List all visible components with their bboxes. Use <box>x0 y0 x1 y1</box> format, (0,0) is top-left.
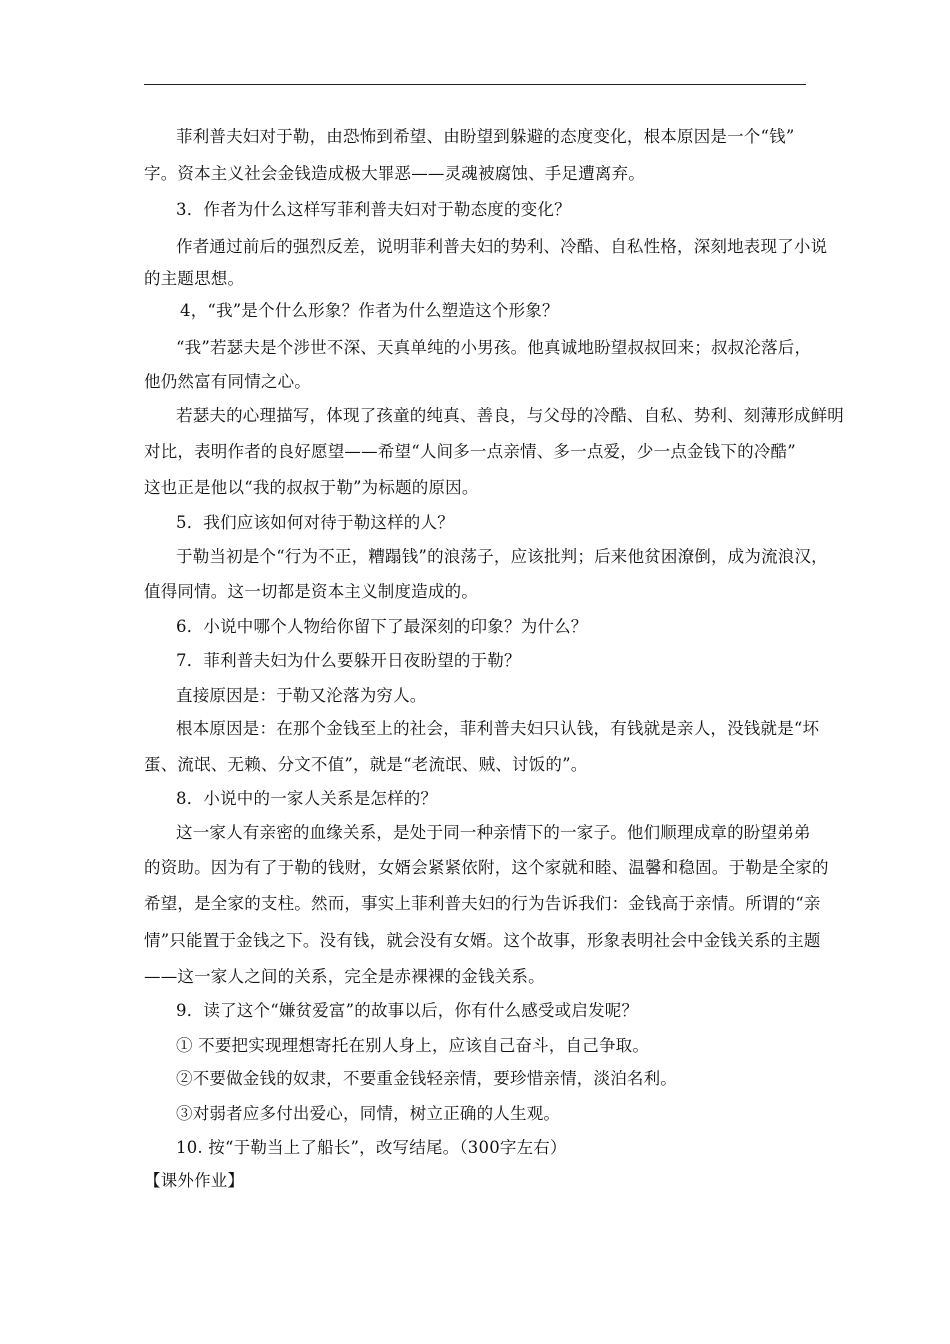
text-line: 情”只能置于金钱之下。没有钱，就会没有女婿。这个故事，形象表明社会中金钱关系的主题 <box>144 931 821 950</box>
question-line: 5．我们应该如何对待于勒这样的人？ <box>176 513 454 532</box>
question-line: 9．读了这个“嫌贫爱富”的故事以后，你有什么感受或启发呢？ <box>176 1001 639 1020</box>
text-line: 蛋、流氓、无赖、分文不值”，就是“老流氓、贼、讨饭的”。 <box>144 755 588 774</box>
text-line: 这也正是他以“我的叔叔于勒”为标题的原因。 <box>144 478 479 497</box>
list-item: ① 不要把实现理想寄托在别人身上，应该自己奋斗，自己争取。 <box>176 1036 650 1055</box>
header-rule <box>144 84 806 85</box>
text-line: 于勒当初是个“行为不正，糟蹋钱”的浪荡子，应该批判；后来他贫困潦倒，成为流浪汉， <box>176 547 828 566</box>
text-line: 的主题思想。 <box>144 269 245 288</box>
list-item: ③对弱者应多付出爱心，同情，树立正确的人生观。 <box>176 1104 561 1123</box>
question-line: 4，“我”是个什么形象？作者为什么塑造这个形象？ <box>180 301 559 320</box>
question-line: 10. 按“于勒当上了船长”，改写结尾。（300字左右） <box>176 1138 567 1157</box>
section-heading: 【课外作业】 <box>144 1171 245 1190</box>
text-line: 这一家人有亲密的血缘关系，是处于同一种亲情下的一家子。他们顺理成章的盼望弟弟 <box>176 823 811 842</box>
text-line: 希望，是全家的支柱。然而，事实上菲利普夫妇的行为告诉我们：金钱高于亲情。所谓的“亲 <box>144 894 821 913</box>
text-line: 的资助。因为有了于勒的钱财，女婿会紧紧依附，这个家就和睦、温馨和稳固。于勒是全家的 <box>144 858 829 877</box>
text-line: 他仍然富有同情之心。 <box>144 372 311 391</box>
text-line: “我”若瑟夫是个涉世不深、天真单纯的小男孩。他真诚地盼望叔叔回来；叔叔沦落后， <box>176 338 812 357</box>
text-line: 值得同情。这一切都是资本主义制度造成的。 <box>144 582 478 601</box>
text-line: 根本原因是：在那个金钱至上的社会，菲利普夫妇只认钱，有钱就是亲人，没钱就是“坏 <box>176 719 820 738</box>
text-line: ——这一家人之间的关系，完全是赤裸裸的金钱关系。 <box>144 967 545 986</box>
text-line: 字。资本主义社会金钱造成极大罪恶——灵魂被腐蚀、手足遭离弃。 <box>144 164 645 183</box>
list-item: ②不要做金钱的奴隶，不要重金钱轻亲情，要珍惜亲情，淡泊名利。 <box>176 1069 677 1088</box>
text-line: 作者通过前后的强烈反差，说明菲利普夫妇的势利、冷酷、自私性格，深刻地表现了小说 <box>176 237 828 256</box>
text-line: 菲利普夫妇对于勒，由恐怖到希望、由盼望到躲避的态度变化，根本原因是一个“钱” <box>176 127 795 146</box>
text-line: 直接原因是：于勒又沦落为穷人。 <box>176 686 427 705</box>
text-line: 对比，表明作者的良好愿望——希望“人间多一点亲情、多一点爱，少一点金钱下的冷酷” <box>144 442 796 461</box>
question-line: 6．小说中哪个人物给你留下了最深刻的印象？为什么？ <box>176 617 588 636</box>
text-line: 若瑟夫的心理描写，体现了孩童的纯真、善良，与父母的冷酷、自私、势利、刻薄形成鲜明 <box>176 406 844 425</box>
question-line: 7．菲利普夫妇为什么要躲开日夜盼望的于勒？ <box>176 651 521 670</box>
question-line: 3．作者为什么这样写菲利普夫妇对于勒态度的变化？ <box>176 200 571 219</box>
question-line: 8．小说中的一家人关系是怎样的？ <box>176 789 438 808</box>
